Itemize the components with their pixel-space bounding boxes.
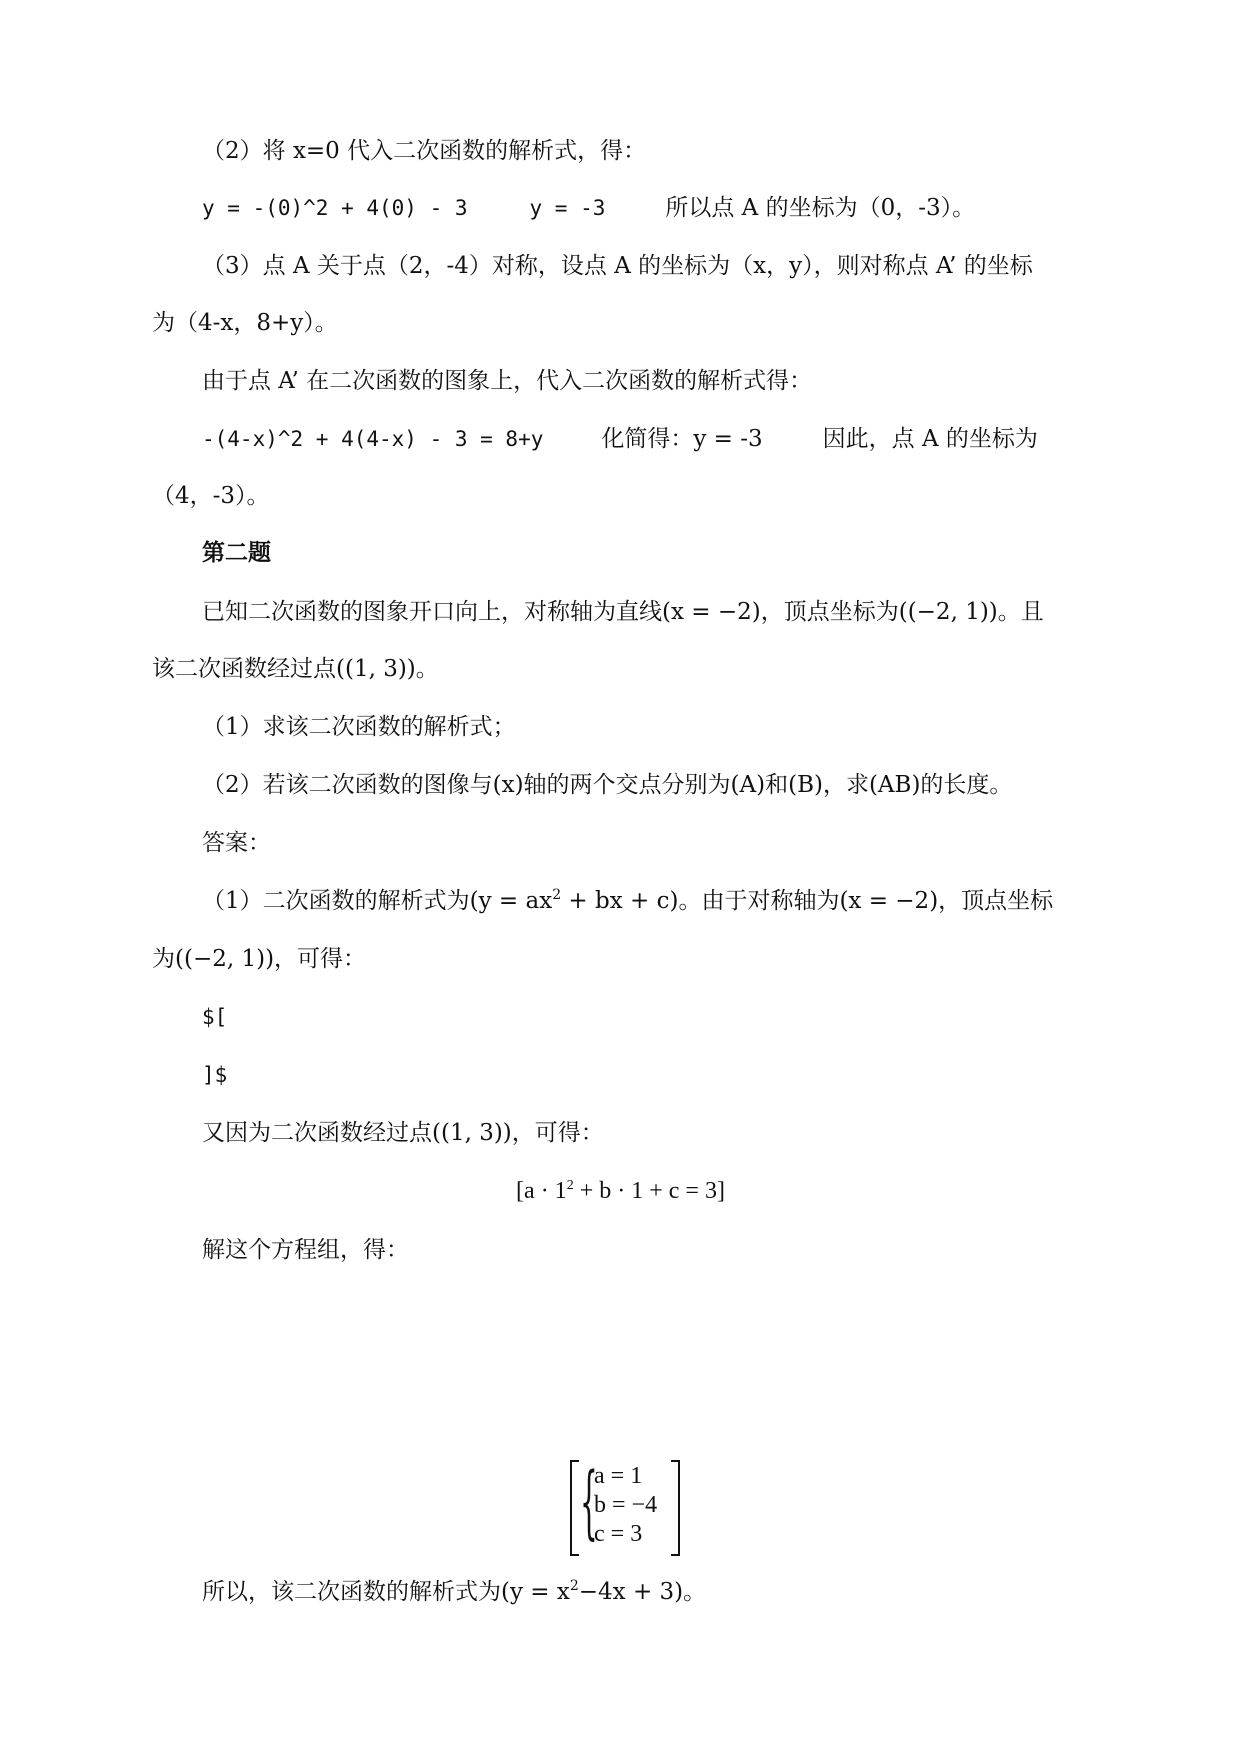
superscript: 2 <box>569 1578 579 1594</box>
section-heading: 第二题 <box>202 540 271 566</box>
text-line: 为((−2, 1))，可得： <box>152 946 367 972</box>
left-bracket <box>570 1460 579 1556</box>
text-line: （1）求该二次函数的解析式； <box>202 714 516 740</box>
system-equation: a = 1 <box>594 1463 643 1489</box>
text-line: 该二次函数经过点((1, 3))。 <box>152 656 439 682</box>
equation-system <box>570 1455 680 1554</box>
equation-line <box>202 423 1038 455</box>
equation-display <box>0 1175 1241 1207</box>
text-line: （2）将 x=0 代入二次函数的解析式，得： <box>202 138 647 164</box>
text-line: 为（4-x，8+y）。 <box>152 310 338 336</box>
superscript: 2 <box>552 887 562 903</box>
latex-fragment: $[ <box>202 1005 228 1029</box>
equation-result: y = -3 <box>529 196 606 220</box>
latex-fragment: ]$ <box>202 1063 228 1087</box>
text-segment: （1）二次函数的解析式为(y = ax <box>202 888 553 914</box>
equation-line <box>202 192 975 224</box>
text-segment: 化简得：y = -3 <box>601 426 763 452</box>
text-line: 由于点 A’ 在二次函数的图象上，代入二次函数的解析式得： <box>202 368 813 394</box>
equation-text: y = -(0)^2 + 4(0) - 3 <box>202 196 468 220</box>
text-line: （2）若该二次函数的图像与(x)轴的两个交点分别为(A)和(B)，求(AB)的长度。 <box>202 772 1013 798</box>
text-line: （4，-3）。 <box>152 483 270 509</box>
equation-segment: + b · 1 + c = 3] <box>573 1178 725 1204</box>
text-segment: 所以，该二次函数的解析式为(y = x <box>202 1579 570 1605</box>
left-brace: { <box>580 1455 598 1548</box>
text-line <box>202 1576 706 1608</box>
equation-segment: [a · 1 <box>516 1178 567 1204</box>
superscript: 2 <box>566 1178 574 1193</box>
text-segment: 所以点 A 的坐标为（0，-3）。 <box>665 195 976 221</box>
text-segment: −4x + 3)。 <box>578 1579 707 1605</box>
system-equation: b = −4 <box>594 1492 658 1518</box>
text-line: 解这个方程组，得： <box>202 1237 409 1263</box>
text-line: 已知二次函数的图象开口向上，对称轴为直线(x = −2)，顶点坐标为((−2, 1))。且 <box>202 599 1044 625</box>
right-bracket <box>671 1460 680 1556</box>
text-line: （3）点 A 关于点（2，-4）对称，设点 A 的坐标为（x，y），则对称点 A’ 的坐标 <box>202 253 1033 279</box>
equation-text: -(4-x)^2 + 4(4-x) - 3 = 8+y <box>202 427 544 451</box>
text-segment: + bx + c)。由于对称轴为(x = −2)，顶点坐标 <box>561 888 1054 914</box>
text-segment: 因此，点 A 的坐标为 <box>822 426 1038 452</box>
text-line: 又因为二次函数经过点((1, 3))，可得： <box>202 1120 604 1146</box>
text-line <box>202 885 1053 917</box>
text-line: 答案： <box>202 830 271 856</box>
system-equation: c = 3 <box>594 1521 643 1547</box>
